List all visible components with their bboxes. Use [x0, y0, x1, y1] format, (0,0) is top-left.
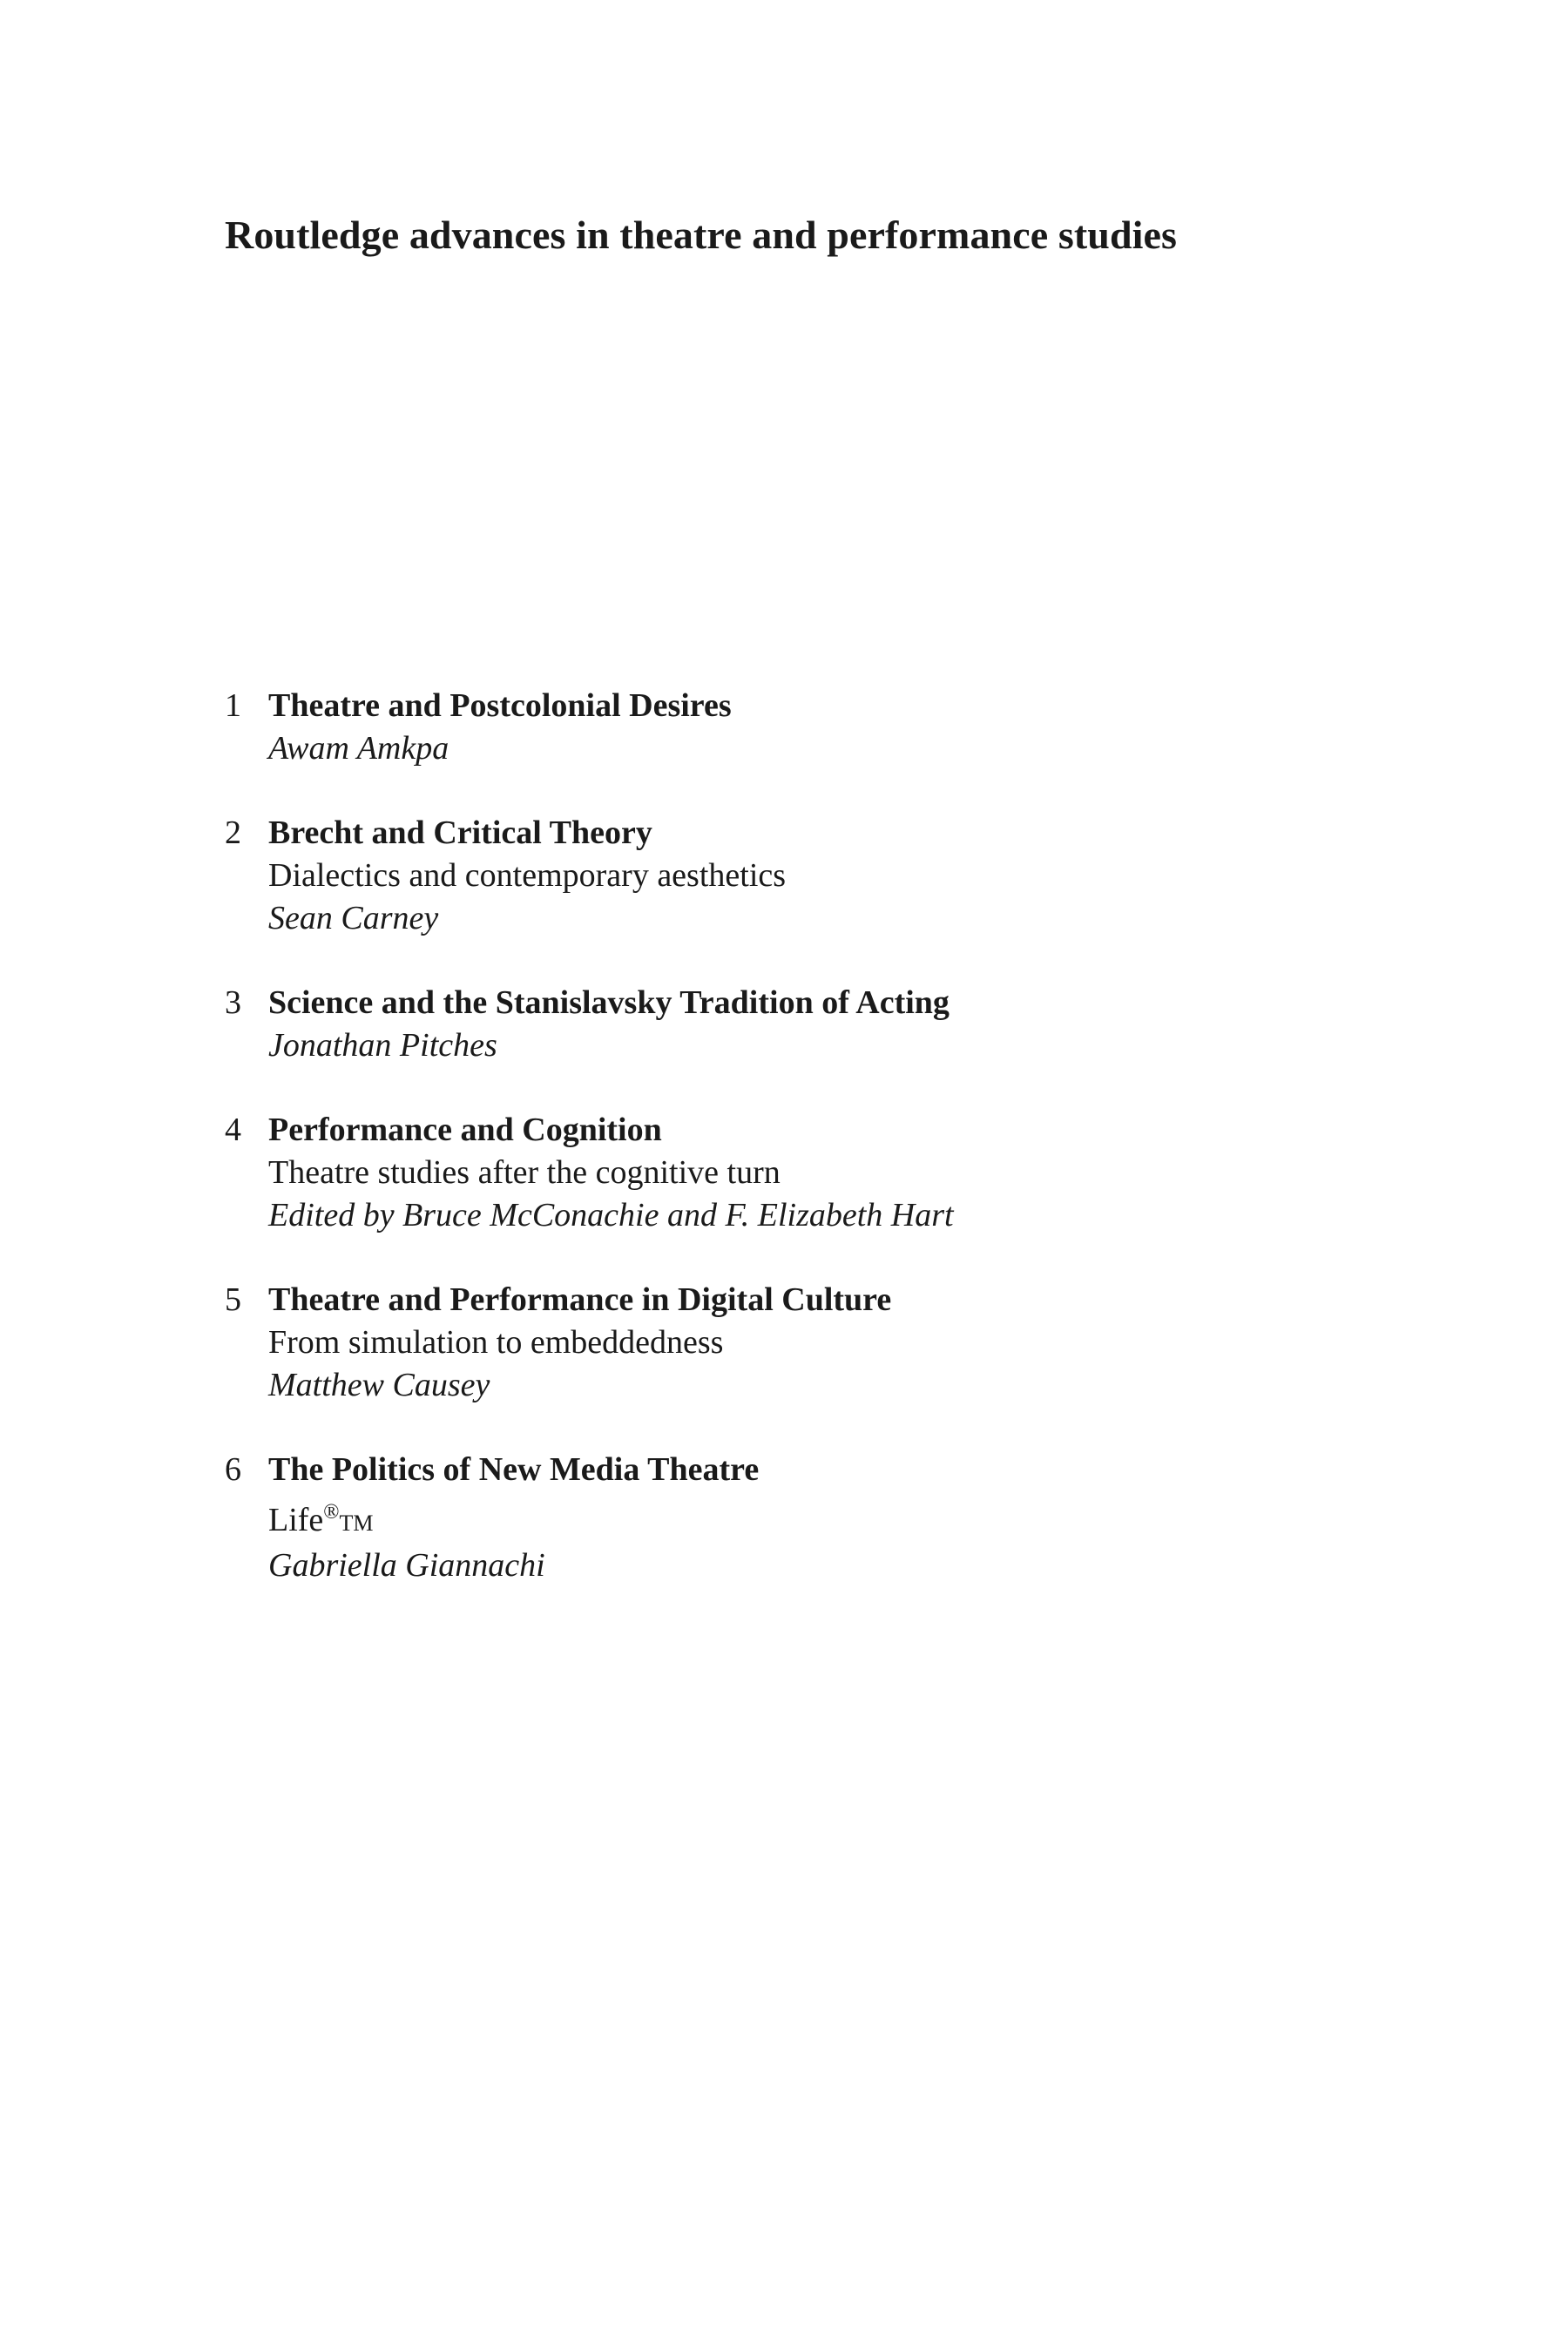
- book-author: Matthew Causey: [268, 1367, 490, 1403]
- book-number: 4: [225, 1112, 241, 1148]
- book-entry-5: [225, 1279, 1357, 1407]
- book-subtitle: From simulation to embeddedness: [268, 1324, 724, 1361]
- book-title: Theatre and Performance in Digital Culture: [268, 1281, 892, 1318]
- book-author: Jonathan Pitches: [268, 1027, 497, 1064]
- book-entry-4: [225, 1109, 1357, 1237]
- book-author: Sean Carney: [268, 900, 439, 936]
- book-author: Edited by Bruce McConachie and F. Elizabeth Hart: [268, 1197, 954, 1233]
- book-title: Brecht and Critical Theory: [268, 814, 652, 851]
- book-author: Awam Amkpa: [268, 730, 449, 767]
- book-subtitle: Dialectics and contemporary aesthetics: [268, 857, 787, 894]
- book-title: Performance and Cognition: [268, 1112, 662, 1148]
- book-author: Gabriella Giannachi: [268, 1547, 545, 1584]
- book-subtitle: [268, 1491, 1357, 1544]
- subtitle-base-text: Life: [268, 1502, 324, 1538]
- book-title: Theatre and Postcolonial Desires: [268, 687, 732, 724]
- book-number: 3: [225, 984, 241, 1021]
- book-entry-3: [225, 982, 1357, 1067]
- book-entry-2: [225, 812, 1357, 940]
- book-entry-6: [225, 1449, 1357, 1587]
- book-number: 1: [225, 687, 241, 724]
- book-title: Science and the Stanislavsky Tradition of Acting: [268, 984, 950, 1021]
- registered-mark: ®: [323, 1501, 340, 1524]
- book-number: 6: [225, 1451, 241, 1488]
- trademark-mark: TM: [339, 1511, 374, 1536]
- book-title: The Politics of New Media Theatre: [268, 1451, 760, 1488]
- book-entry-1: [225, 685, 1357, 770]
- book-number: 2: [225, 814, 241, 851]
- book-subtitle: Theatre studies after the cognitive turn: [268, 1154, 781, 1191]
- book-number: 5: [225, 1281, 241, 1318]
- series-title: Routledge advances in theatre and performance studies: [225, 213, 1178, 257]
- book-list: [225, 685, 1357, 1629]
